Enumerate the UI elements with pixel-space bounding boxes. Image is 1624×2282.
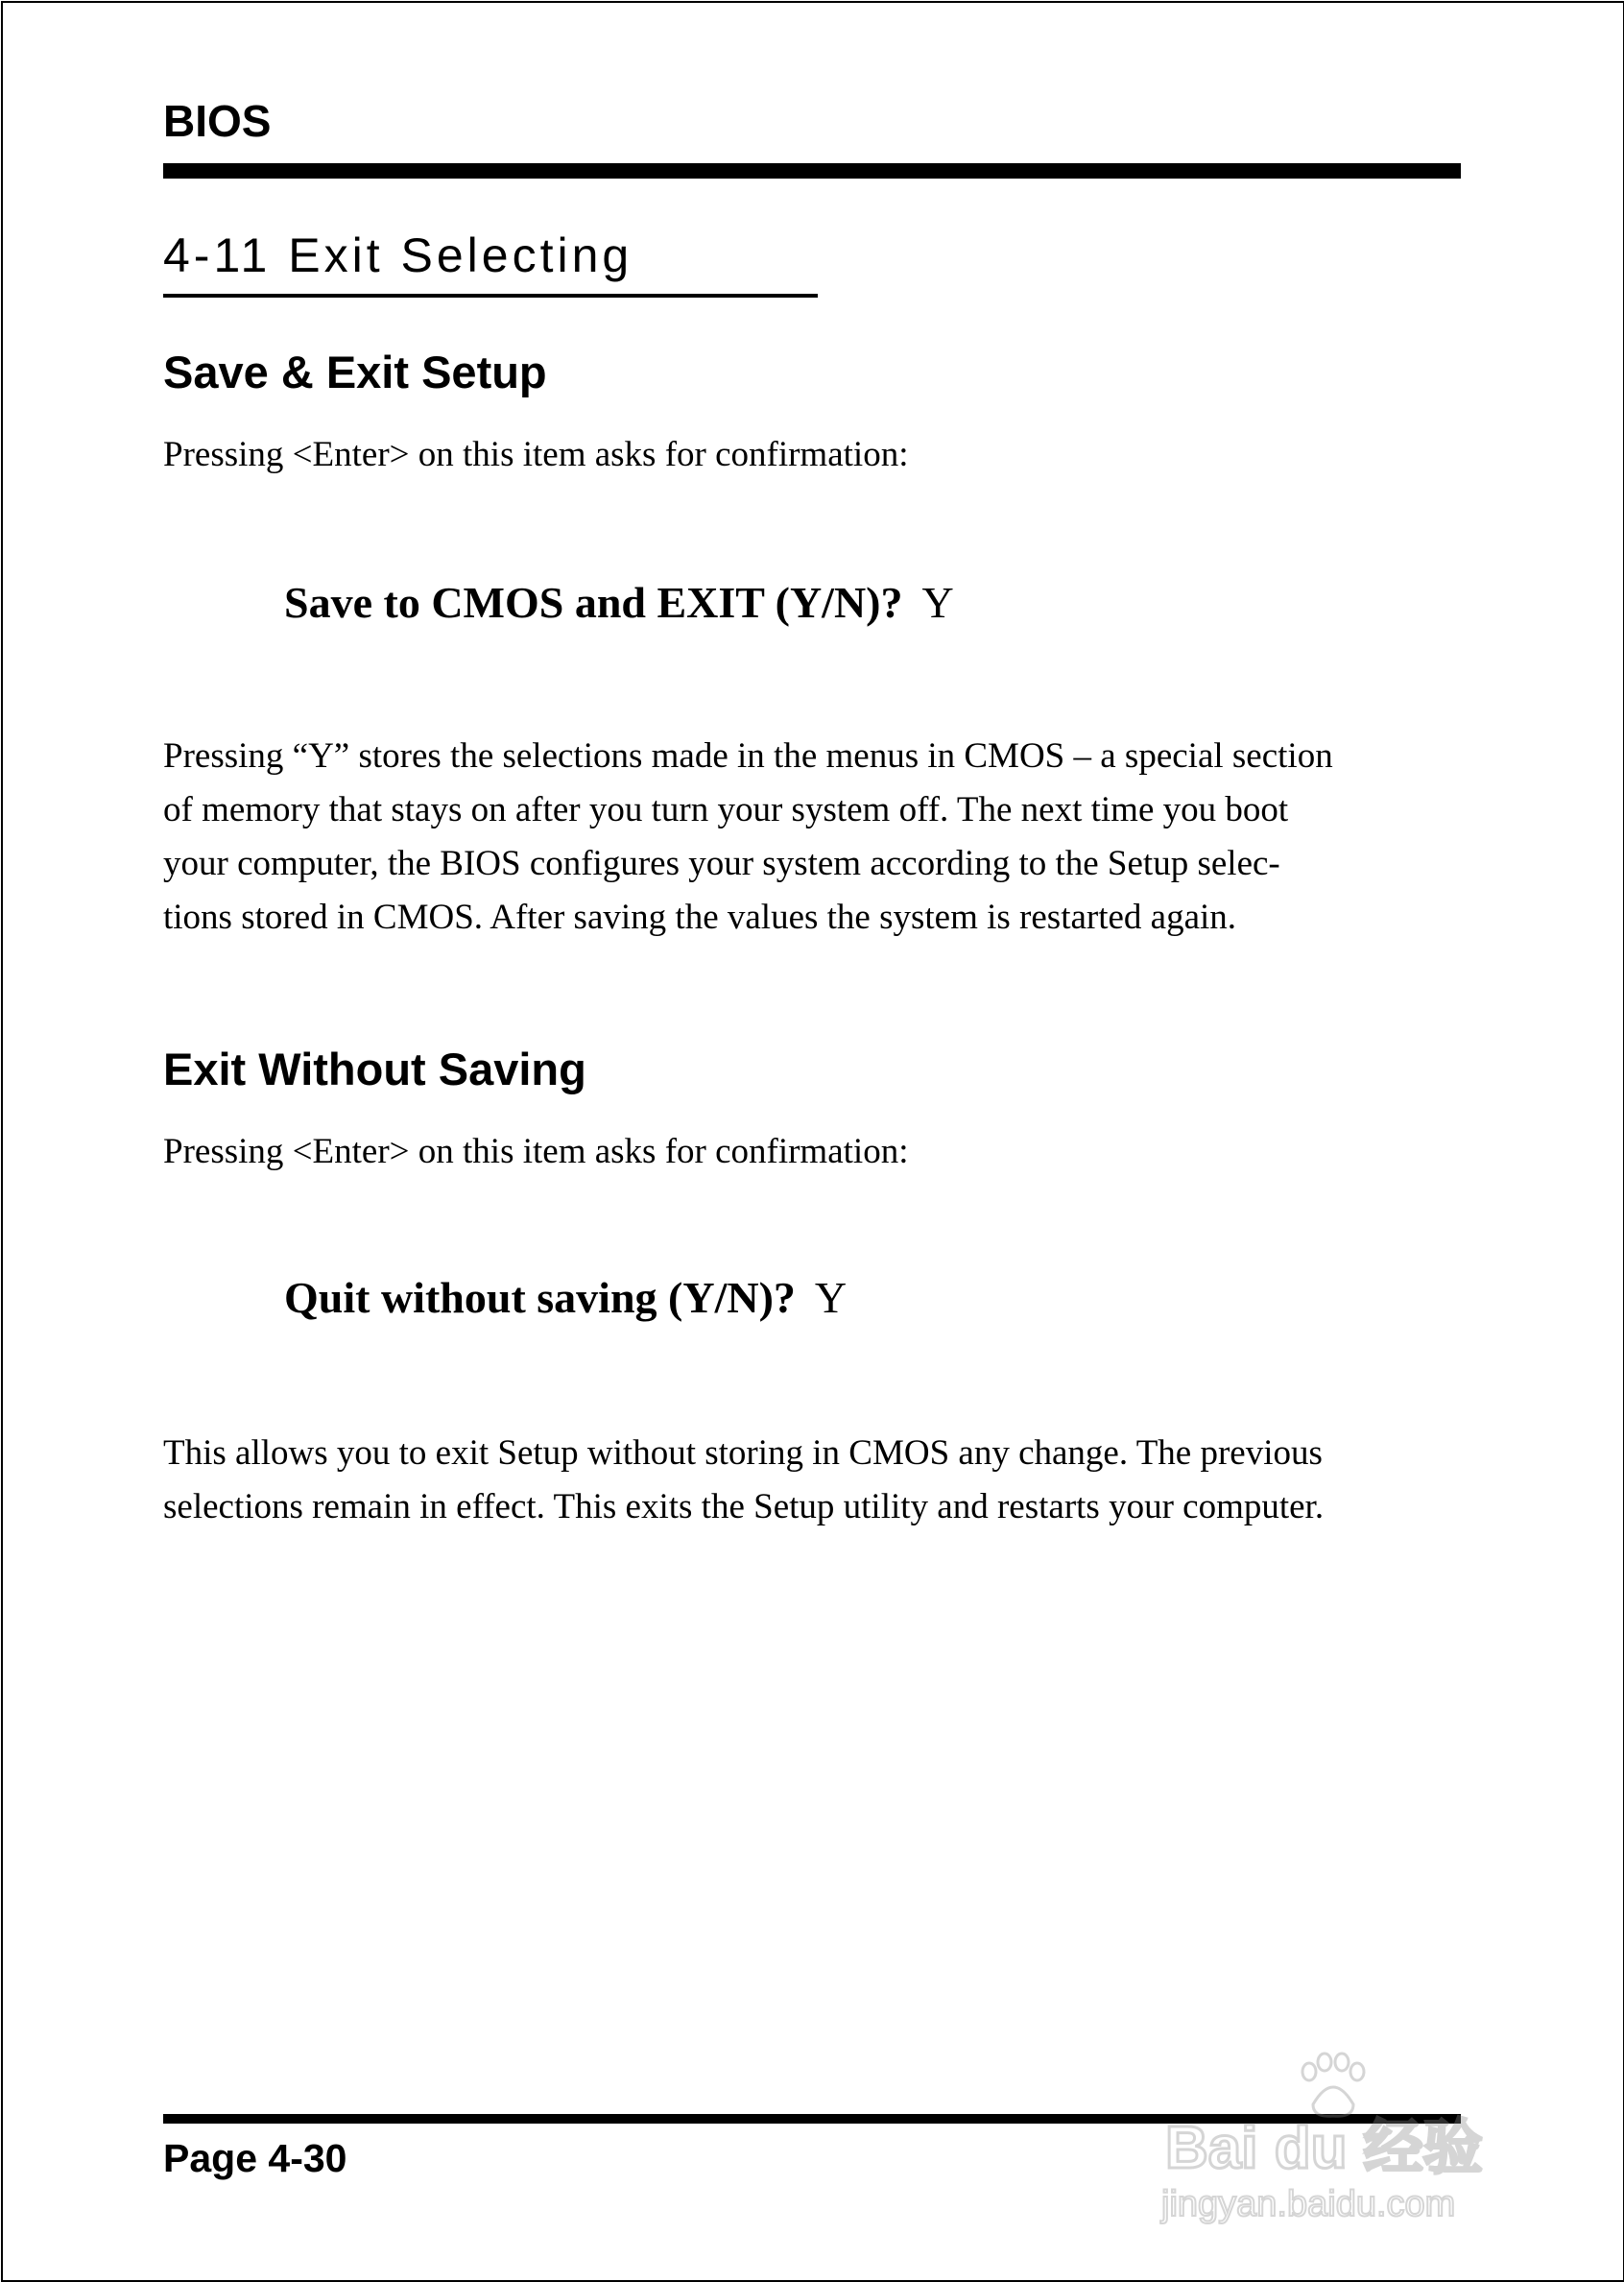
save-exit-prompt xyxy=(284,574,954,632)
watermark-url-text: jingyan.baidu.com xyxy=(1161,2184,1456,2224)
save-exit-intro: Pressing <Enter> on this item asks for confirmation: xyxy=(163,435,909,474)
save-exit-prompt-text: Save to CMOS and EXIT (Y/N)? xyxy=(284,578,903,627)
header-label: BIOS xyxy=(163,96,272,146)
exit-without-saving-heading: Exit Without Saving xyxy=(163,1044,586,1094)
save-exit-description-line: of memory that stays on after you turn your system off. The next time you boot xyxy=(163,790,1289,829)
save-exit-description-line: tions stored in CMOS. After saving the values the system is restarted again. xyxy=(163,898,1237,937)
exit-without-saving-description xyxy=(163,1427,1469,1534)
save-exit-description-line: Pressing “Y” stores the selections made in the menus in CMOS – a special section xyxy=(163,736,1333,776)
exit-without-saving-description-line: selections remain in effect. This exits the Setup utility and restarts your computer. xyxy=(163,1487,1325,1526)
header-rule xyxy=(163,163,1461,179)
section-title: 4-11 Exit Selecting xyxy=(163,228,633,282)
save-exit-description-line: your computer, the BIOS configures your system according to the Setup selec- xyxy=(163,844,1280,883)
exit-without-saving-intro: Pressing <Enter> on this item asks for confirmation: xyxy=(163,1132,909,1171)
baidu-watermark xyxy=(1148,2033,1532,2225)
exit-without-saving-description-line: This allows you to exit Setup without storing in CMOS any change. The previous xyxy=(163,1433,1323,1473)
save-exit-heading: Save & Exit Setup xyxy=(163,347,547,397)
exit-without-saving-answer: Y xyxy=(814,1273,848,1322)
watermark-brand-text: Bai du 经验 xyxy=(1165,2115,1483,2181)
section-rule xyxy=(163,294,818,298)
exit-without-saving-prompt-text: Quit without saving (Y/N)? xyxy=(284,1273,796,1322)
exit-without-saving-prompt xyxy=(284,1269,847,1327)
save-exit-description xyxy=(163,730,1469,945)
paw-icon xyxy=(1302,2054,1364,2116)
page-number: Page 4-30 xyxy=(163,2136,347,2180)
save-exit-answer: Y xyxy=(921,578,954,627)
